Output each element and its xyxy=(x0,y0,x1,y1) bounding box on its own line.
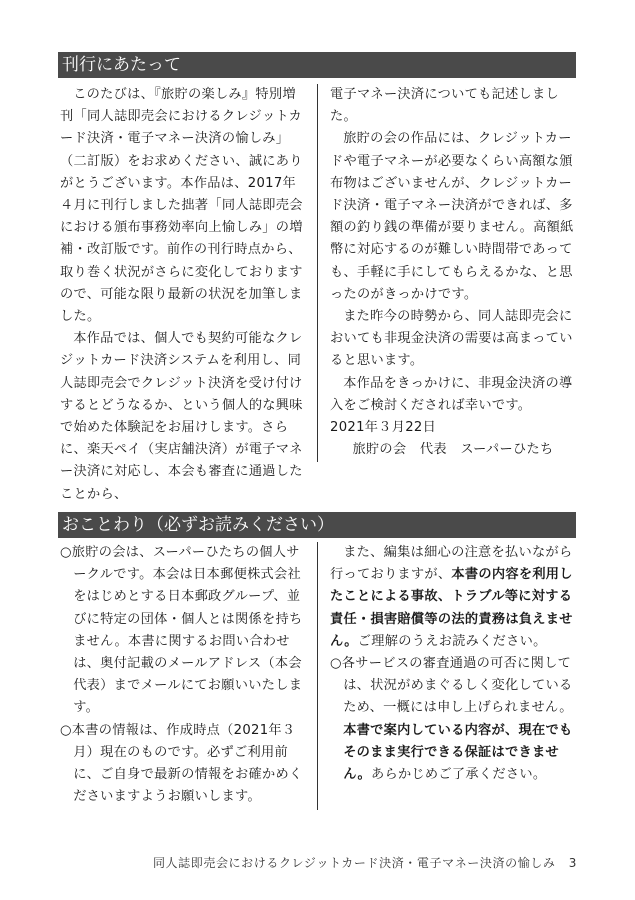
intro-right-column xyxy=(330,84,577,461)
disclaimer-item-1: ○旅貯の会は、スーパーひたちの個人サークルです。本会は日本郵便株式会社をはじめとする日本郵政グループ、並びに特定の団体・個人とは関係を持ちません。本書に関するお問い合わせは、奥付記載のメールアドレス（本会代表）までメールにてお願いいたします。 xyxy=(60,545,303,716)
page-number: 3 xyxy=(568,856,577,870)
intro-left-column xyxy=(60,84,307,506)
column-divider xyxy=(317,84,318,462)
date-line: 2021年３月22日 xyxy=(330,420,437,436)
intro-paragraph-continued: 電子マネー決済についても記述しました。 xyxy=(330,87,560,125)
review-text-1: ○各サービスの審査通過の可否に関しては、状況がめまぐるしく変化しているため、一概には申し上げられません。 xyxy=(330,656,573,716)
editing-text-1: また、編集は細心の注意を払いながら行っておりますが、 xyxy=(330,545,573,583)
column-divider-2 xyxy=(317,542,318,810)
disclaimer-paragraph-editing xyxy=(330,542,577,653)
editing-bold-liability: 本書の内容を利用したことによる事故、トラブル等に対する責任・損害賠償等の法的責務は負えません。 xyxy=(330,567,573,649)
intro-paragraph-1: このたびは、『旅貯の楽しみ』特別増刊「同人誌即売会におけるクレジットカード決済・電子マネー決済の愉しみ」（二訂版）をお求めください、誠にありがとうございます。本作品は、2017年４月に刊行しました拙著「同人誌即売会における頒布事務効率向上愉しみ」の増補・改訂版です。前作の刊行時点から、取り巻く状況がさらに変化しておりますので、可能な限り最新の状況を加筆しました。 xyxy=(60,87,303,325)
page-footer xyxy=(0,854,635,871)
intro-paragraph-5: 本作品をきっかけに、非現金決済の導入をご検討くだされば幸いです。 xyxy=(330,375,573,413)
running-title: 同人誌即売会におけるクレジットカード決済・電子マネー決済の愉しみ xyxy=(152,856,556,870)
section-heading-disclaimer: おことわり（必ずお読みください） xyxy=(58,512,576,538)
signature-line: 旅貯の会 代表 スーパーひたち xyxy=(352,442,554,458)
intro-paragraph-2: 本作品では、個人でも契約可能なクレジットカード決済システムを利用し、同人誌即売会でクレジット決済を受け付けするとどうなるか、という個人的な興味で始めた体験記をお届けします。さらに、楽天ペイ（実店舗決済）が電子マネー決済に対応し、本会も審査に通過したことから、 xyxy=(60,331,303,502)
intro-paragraph-3: 旅貯の会の作品には、クレジットカードや電子マネーが必要なくらい高額な頒布物はございませんが、クレジットカード決済・電子マネー決済ができれば、多額の釣り銭の準備が要りません。高額紙幣に対応するのが難しい時間帯であっても、手軽に手にしてもらえるかな、と思ったのがきっかけです。 xyxy=(330,131,574,302)
editing-text-2: ご理解のうえお読みください。 xyxy=(357,633,547,649)
disclaimer-right-column xyxy=(330,542,577,786)
review-text-2: あらかじめご了承ください。 xyxy=(370,767,547,783)
disclaimer-item-3 xyxy=(330,653,577,786)
section-heading-introduction: 刊行にあたって xyxy=(58,52,576,78)
disclaimer-left-column xyxy=(60,542,307,808)
disclaimer-item-2: ○本書の情報は、作成時点（2021年３月）現在のものです。必ずご利用前に、ご自身で最新の情報をお確かめくださいますようお願いします。 xyxy=(60,722,303,805)
review-bold-guarantee: 本書で案内している内容が、現在でもそのまま実行できる保証はできません。 xyxy=(343,722,573,783)
intro-paragraph-4: また昨今の時勢から、同人誌即売会においても非現金決済の需要は高まっていると思います。 xyxy=(330,309,573,369)
